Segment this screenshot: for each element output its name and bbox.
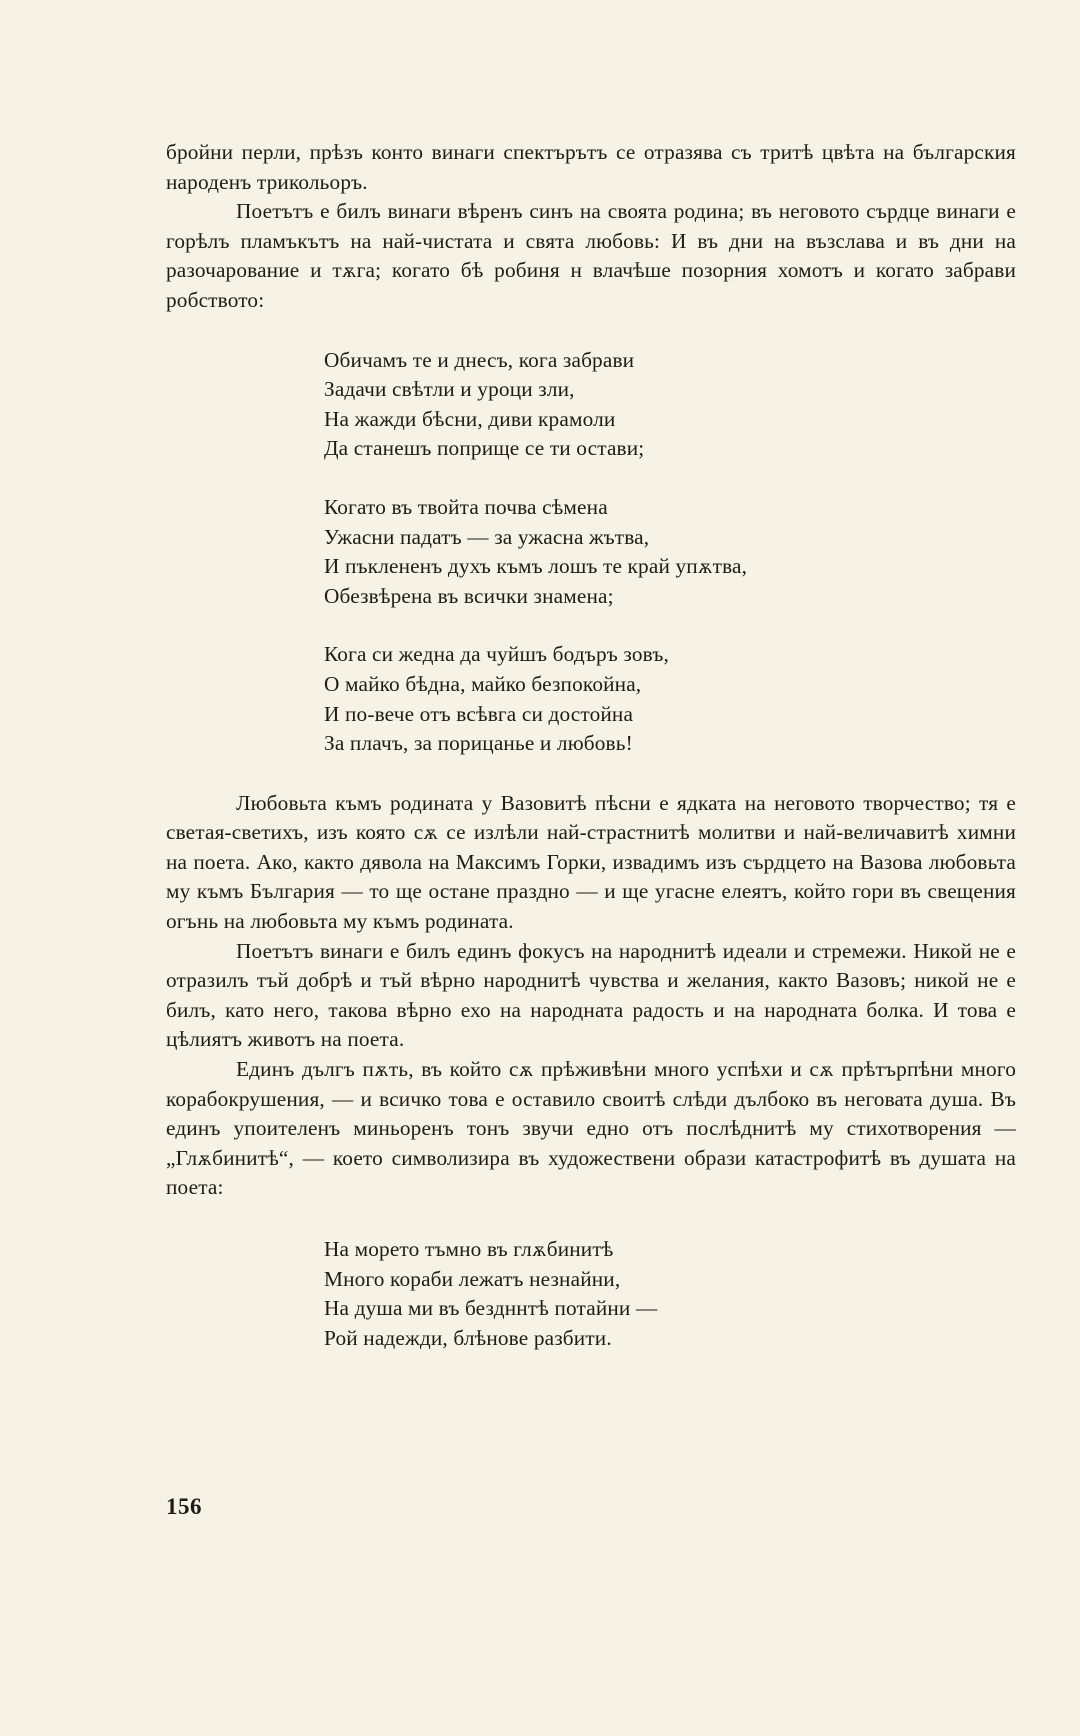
verse-line: Кога си жедна да чуйшъ бодъръ зовъ, [324, 642, 669, 667]
verse-line: Обичамъ те и днесъ, кога забрави [324, 347, 635, 372]
verse-line: Да станешъ поприще се ти остави; [324, 436, 645, 461]
verse-line: Рой надежди, блѣнове разбити. [324, 1325, 612, 1350]
verse-line: Когато въ твойта почва сѣмена [324, 494, 608, 519]
verse-line: На душа ми въ бездннтѣ потайни — [324, 1296, 658, 1321]
verse-line: Ужасни падатъ — за ужасна жътва, [324, 524, 650, 549]
verse-line: О майко бѣдна, майко безпокойна, [324, 671, 642, 696]
paragraph: Единъ дългъ пѫть, въ който сѫ прѣживѣни много успѣхи и сѫ прѣтърпѣни много корабокрушения, — и всичко това е оставило своитѣ слѣди дълбоко въ неговата душа. Въ единъ упоителенъ миньоренъ тонъ звучи едно отъ послѣднитѣ му стихотворения — „Глѫбинитѣ“, — което символизира въ художествени образи катастрофитѣ въ душата на поета: [166, 1057, 1016, 1200]
page-number: 156 [166, 1494, 202, 1519]
verse-line: Задачи свѣтли и уроци зли, [324, 377, 575, 402]
poem-glabinite [324, 1235, 1016, 1353]
prose-top [166, 138, 1016, 316]
paragraph: Поетътъ винаги е билъ единъ фокусъ на народнитѣ идеали и стремежи. Никой не е отразилъ тъй добрѣ и тъй вѣрно народнитѣ чувства и желания, както Вазовъ; никой не е билъ, като него, такова вѣрно ехо на народната радость и на народната болка. И това е цѣлиятъ животъ на поета. [166, 938, 1016, 1052]
verse-line: За плачъ, за порицанье и любовь! [324, 731, 633, 756]
poem-obicham [324, 346, 1016, 759]
paragraph: Поетътъ е билъ винаги вѣренъ синъ на своята родина; въ неговото сърдце винаги е горѣлъ пламъкътъ на най-чистата и свята любовь: И въ дни на възслава и въ дни на разочарование и тѫга; когато бѣ робиня н влачѣше позорния хомотъ и когато забрави робството: [166, 199, 1016, 312]
verse-line: Обезвѣрена въ всички знамена; [324, 583, 614, 608]
paragraph: бройни перли, прѣзъ конто винаги спектърътъ се отразява съ тритѣ цвѣта на българския народенъ трикольоръ. [166, 140, 1016, 194]
stanza [324, 346, 1016, 464]
verse-line: И по-вече отъ всѣвга си достойна [324, 701, 634, 726]
stanza [324, 493, 1016, 611]
verse-line: Много кораби лежатъ незнайни, [324, 1266, 621, 1291]
paragraph: Любовьта къмъ родината у Вазовитѣ пѣсни е ядката на неговото творчество; тя е светая-светихъ, изъ която сѫ се излѣли най-страстнитѣ молитви и най-величавитѣ химни на поета. Ако, както дявола на Максимъ Горки, извадимъ изъ сърдцето на Вазова любовьта му къмъ България — то ще остане праздно — и ще угасне елеятъ, който гори въ свещения огънь на любовьта му къмъ родината. [166, 790, 1016, 934]
stanza [324, 640, 1016, 758]
verse-line: И пъклененъ духъ къмъ лошъ те край упѫтва, [324, 554, 748, 579]
verse-line: На морето тъмно въ глѫбинитѣ [324, 1237, 614, 1261]
prose-middle [166, 789, 1016, 1203]
page-body [166, 138, 1016, 1353]
verse-line: На жажди бѣсни, диви крамоли [324, 406, 616, 431]
